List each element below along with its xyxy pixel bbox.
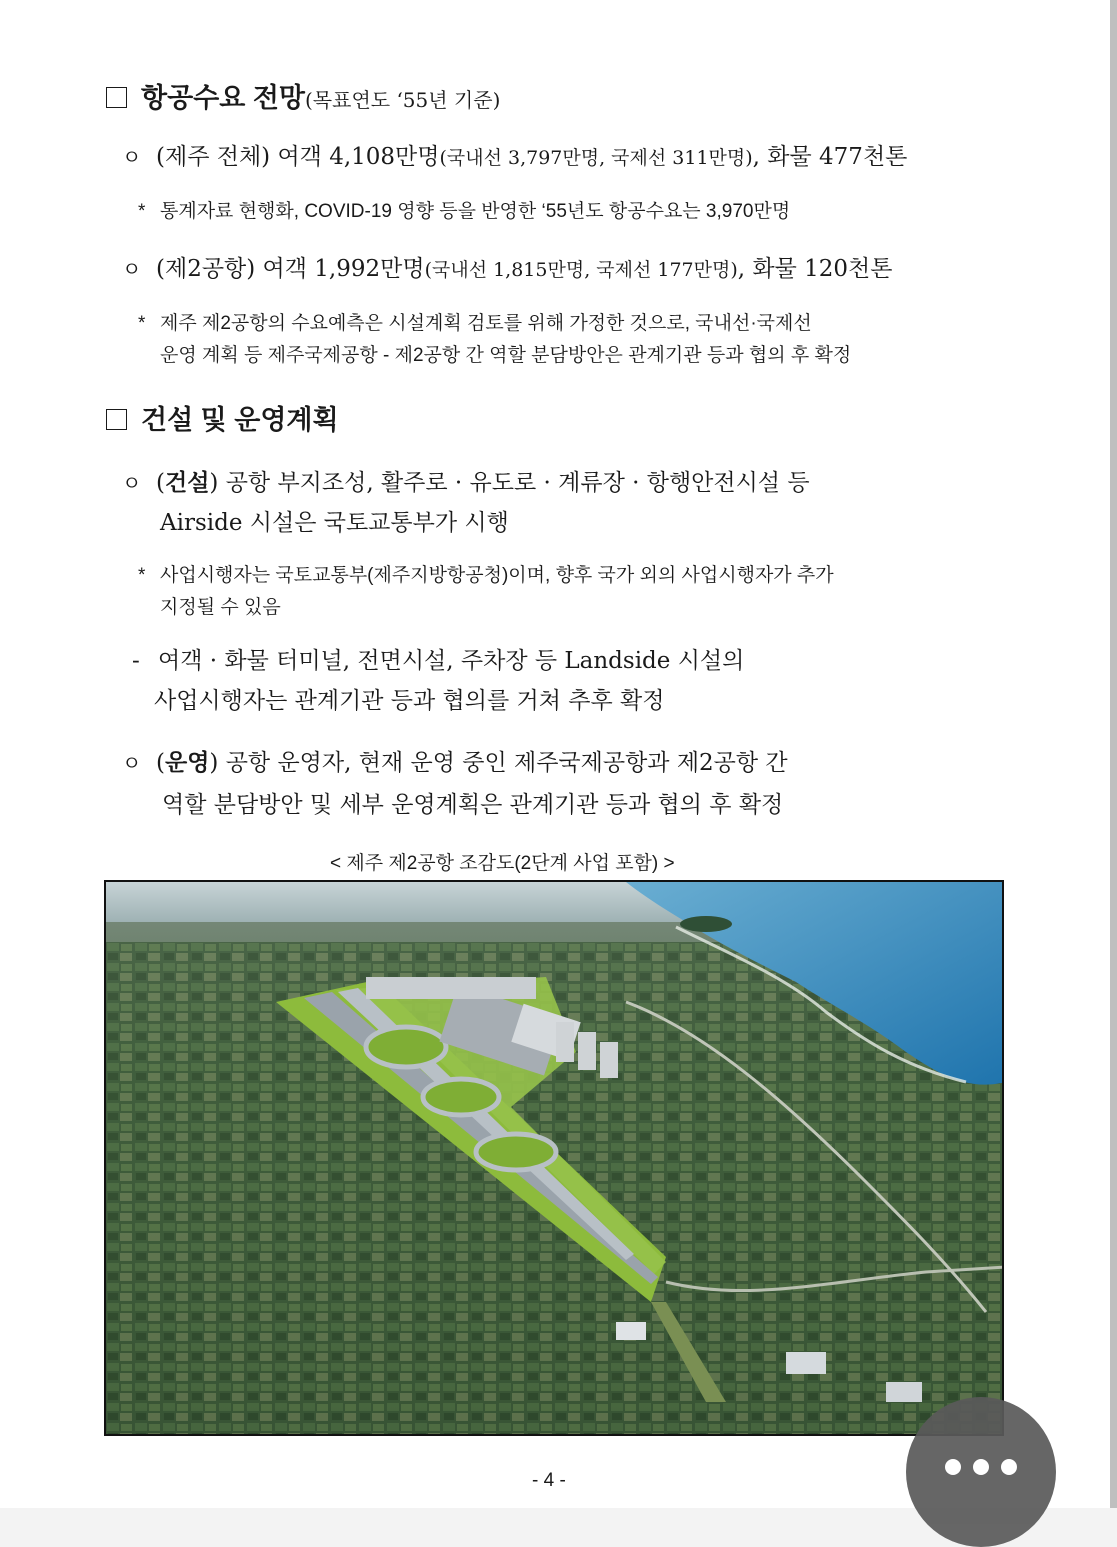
bullet-text: 여객 1,992만명: [255, 256, 425, 282]
aerial-illustration: [106, 882, 1004, 1436]
bullet-label: (제2공항): [156, 256, 256, 282]
circle-bullet-icon: ㅇ: [122, 471, 142, 495]
label-paren-open: (: [156, 750, 165, 776]
bullet-line-1: 공항 운영자, 현재 운영 중인 제주국제공항과 제2공항 간: [218, 750, 788, 776]
dot-icon: [973, 1459, 989, 1475]
dash-marker: -: [132, 648, 140, 674]
page-number: - 4 -: [532, 1470, 566, 1491]
note-forecast-line2: 운영 계획 등 제주국제공항 - 제2공항 간 역할 분담방안은 관계기관 등과 협의 후 확정: [160, 345, 852, 366]
note-line-1: 사업시행자는 국토교통부(제주지방항공청)이며, 향후 국가 외의 사업시행자가 추가: [160, 565, 834, 586]
bullet-label-bold: 건설: [164, 469, 210, 495]
bullet-line-1: 공항 부지조성, 활주로 · 유도로 · 계류장 · 항행안전시설 등: [218, 470, 810, 496]
label-paren-close: ): [209, 750, 219, 776]
note-operator: [138, 560, 834, 587]
checkbox-square-icon: [106, 87, 127, 108]
heading-text: 항공수요 전망: [141, 83, 305, 113]
heading-text: 건설 및 운영계획: [141, 405, 339, 435]
bullet-construction: [122, 464, 810, 497]
dash-landside: [132, 642, 744, 675]
bullet-text: 여객 4,108만명: [270, 144, 440, 170]
bullet-label-bold: 운영: [164, 749, 210, 775]
bullet-jeju-total: [122, 138, 907, 171]
circle-bullet-icon: ㅇ: [122, 257, 142, 281]
heading-subtext: (목표연도 ‘55년 기준): [305, 88, 501, 112]
dot-icon: [1001, 1459, 1017, 1475]
asterisk-icon: *: [138, 565, 146, 586]
asterisk-icon: *: [138, 313, 146, 334]
bullet-tail: , 화물 477천톤: [752, 144, 908, 170]
circle-bullet-icon: ㅇ: [122, 751, 142, 775]
figure-caption: < 제주 제2공항 조감도(2단계 사업 포함) >: [330, 853, 675, 874]
bullet-construction-line2: Airside 시설은 국토교통부가 시행: [160, 510, 509, 536]
dash-landside-line2: 사업시행자는 관계기관 등과 협의를 거쳐 추후 확정: [154, 688, 665, 714]
dot-icon: [945, 1459, 961, 1475]
bullet-tail: , 화물 120천톤: [737, 256, 893, 282]
label-paren-close: ): [209, 470, 219, 496]
asterisk-icon: *: [138, 201, 146, 222]
note-operator-line2: 지정될 수 있음: [160, 597, 281, 618]
bullet-operation-line2: 역할 분담방안 및 세부 운영계획은 관계기관 등과 협의 후 확정: [162, 792, 784, 818]
airport-aerial-rendering: [104, 880, 1004, 1436]
bullet-detail: (국내선 1,815만명, 국제선 177만명): [424, 259, 738, 281]
more-dots-icon: [906, 1459, 1056, 1480]
section-heading-demand: [106, 76, 500, 115]
section-heading-construction: [106, 398, 339, 437]
more-options-button[interactable]: [906, 1397, 1056, 1547]
circle-bullet-icon: ㅇ: [122, 145, 142, 169]
bullet-operation: [122, 744, 788, 777]
note-demand-update: [138, 196, 790, 223]
bullet-detail: (국내선 3,797만명, 국제선 311만명): [439, 147, 753, 169]
bullet-second-airport: [122, 250, 892, 283]
checkbox-square-icon: [106, 409, 127, 430]
bullet-label: (제주 전체): [156, 144, 271, 170]
label-paren-open: (: [156, 470, 165, 496]
scrollbar-edge[interactable]: [1110, 0, 1117, 1508]
note-line-1: 제주 제2공항의 수요예측은 시설계획 검토를 위해 가정한 것으로, 국내선·국제선: [160, 313, 812, 334]
note-forecast: [138, 308, 812, 335]
note-text: 통계자료 현행화, COVID-19 영향 등을 반영한 ‘55년도 항공수요는 3,970만명: [160, 201, 791, 222]
dash-line-1: 여객 · 화물 터미널, 전면시설, 주차장 등 Landside 시설의: [158, 648, 745, 674]
